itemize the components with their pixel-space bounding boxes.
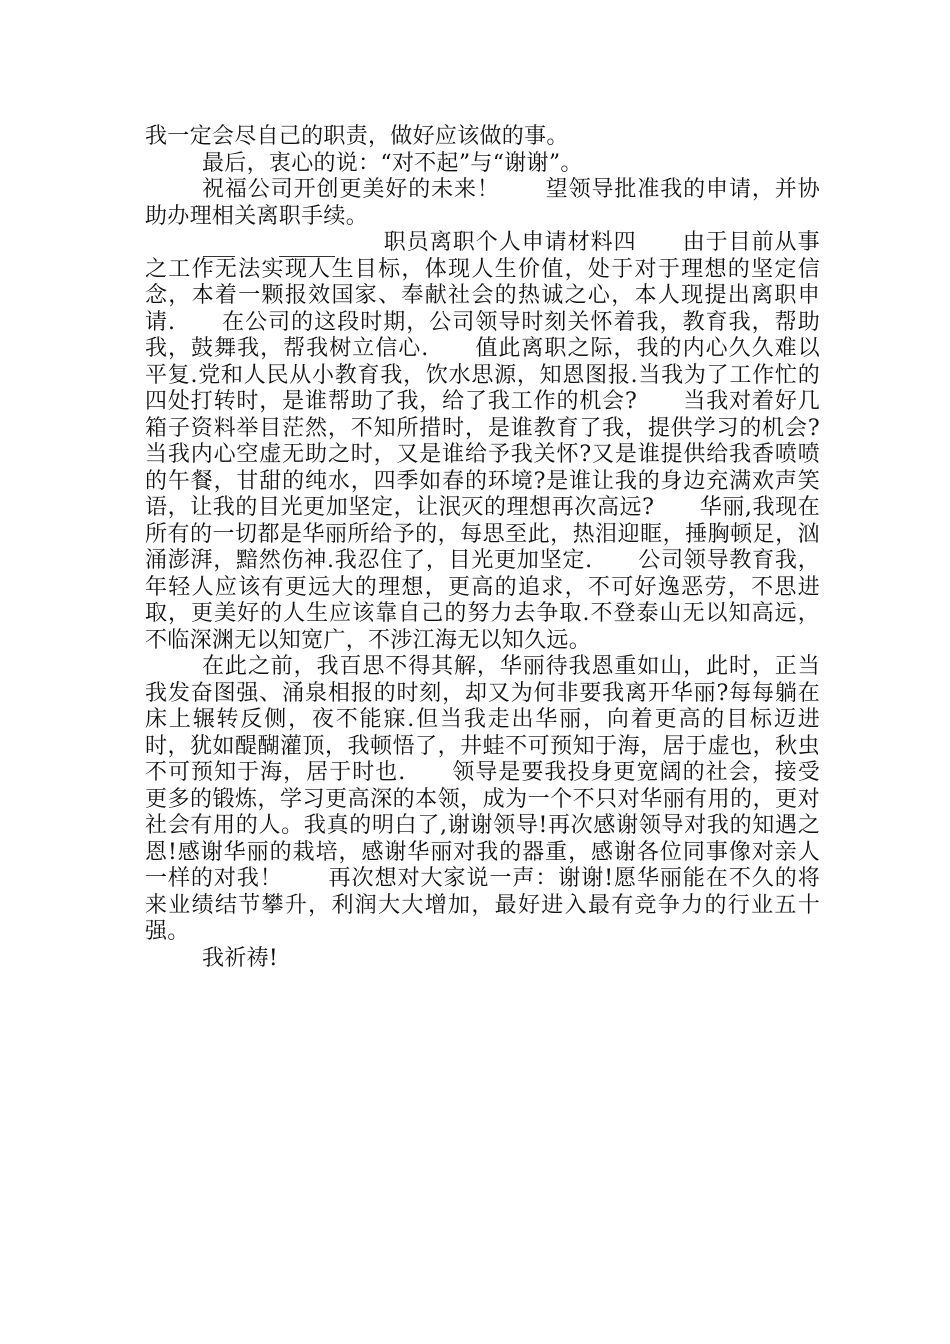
paragraph-1: 我一定会尽自己的职责，做好应该做的事。 (145, 124, 569, 149)
paragraph-6: 我祈祷! (202, 945, 279, 971)
paragraph-2: 最后，衷心的说：“对不起”与“谢谢”。 (202, 150, 583, 176)
section-title-gap (637, 230, 683, 255)
document-body (145, 124, 865, 972)
section-paragraph (145, 230, 865, 654)
paragraph-5: 在此之前，我百思不得其解，华丽待我恩重如山，此时，正当我发奋图强、涌泉相报的时刻，却又为何非要我离开华丽?每每躺在床上辗转反侧，夜不能寐.但当我走出华丽，向着更高的目标迈进时，犹如醍醐灌顶，我顿悟了，井蛙不可预知于海，居于虚也，秋虫不可预知于海，居于时也. 领导是要我投身更宽阔的社会，接受更多的锻炼，学习更高深的本领，成为一个不只对华丽有用的，更对社会有用的人。我真的明白了,谢谢领导!再次感谢领导对我的知遇之恩!感谢华丽的栽培，感谢华丽对我的器重，感谢各位同事像对亲人一样的对我！ 再次想对大家说一声：谢谢!愿华丽能在不久的将来业绩结节攀升，利润大大增加，最好进入最有竞争力的行业五十强。 (145, 654, 820, 944)
blank-line (279, 236, 335, 257)
paragraph-3: 祝福公司开创更美好的未来！ 望领导批准我的申请，并协助办理相关离职手续。 (145, 177, 820, 229)
blank-line (203, 236, 235, 257)
section-title: 职员离职个人申请材料四 (383, 230, 637, 255)
section-body: 由于目前从事之工作无法实现人生目标，体现人生价值，处于对于理想的坚定信念，本着一颗报效国家、奉献社会的热诚之心，本人现提出离职申请. 在公司的这段时期，公司领导时刻关怀着我，教育我，帮助我，鼓舞我，帮我树立信心. 值此离职之际，我的内心久久难以平复.党和人民从小教育我，饮水思源，知恩图报.当我为了工作忙的四处打转时，是谁帮助了我，给了我工作的机会? 当我对着好几箱子资料举目茫然，不知所措时，是谁教育了我，提供学习的机会? 当我内心空虚无助之时，又是谁给予我关怀?又是谁提供给我香喷喷的午餐，甘甜的纯水，四季如春的环境?是谁让我的身边充满欢声笑语，让我的目光更加坚定，让泯灭的理想再次高远? 华丽,我现在所有的一切都是华丽所给予的，每思至此，热泪迎眶，捶胸顿足，汹涌澎湃，黯然伤神.我忍住了，目光更加坚定. 公司领导教育我，年轻人应该有更远大的理想，更高的追求，不可好逸恶劳，不思进取，更美好的人生应该靠自己的努力去争取.不登泰山无以知高远，不临深渊无以知宽广，不涉江海无以知久远。 (145, 230, 865, 653)
